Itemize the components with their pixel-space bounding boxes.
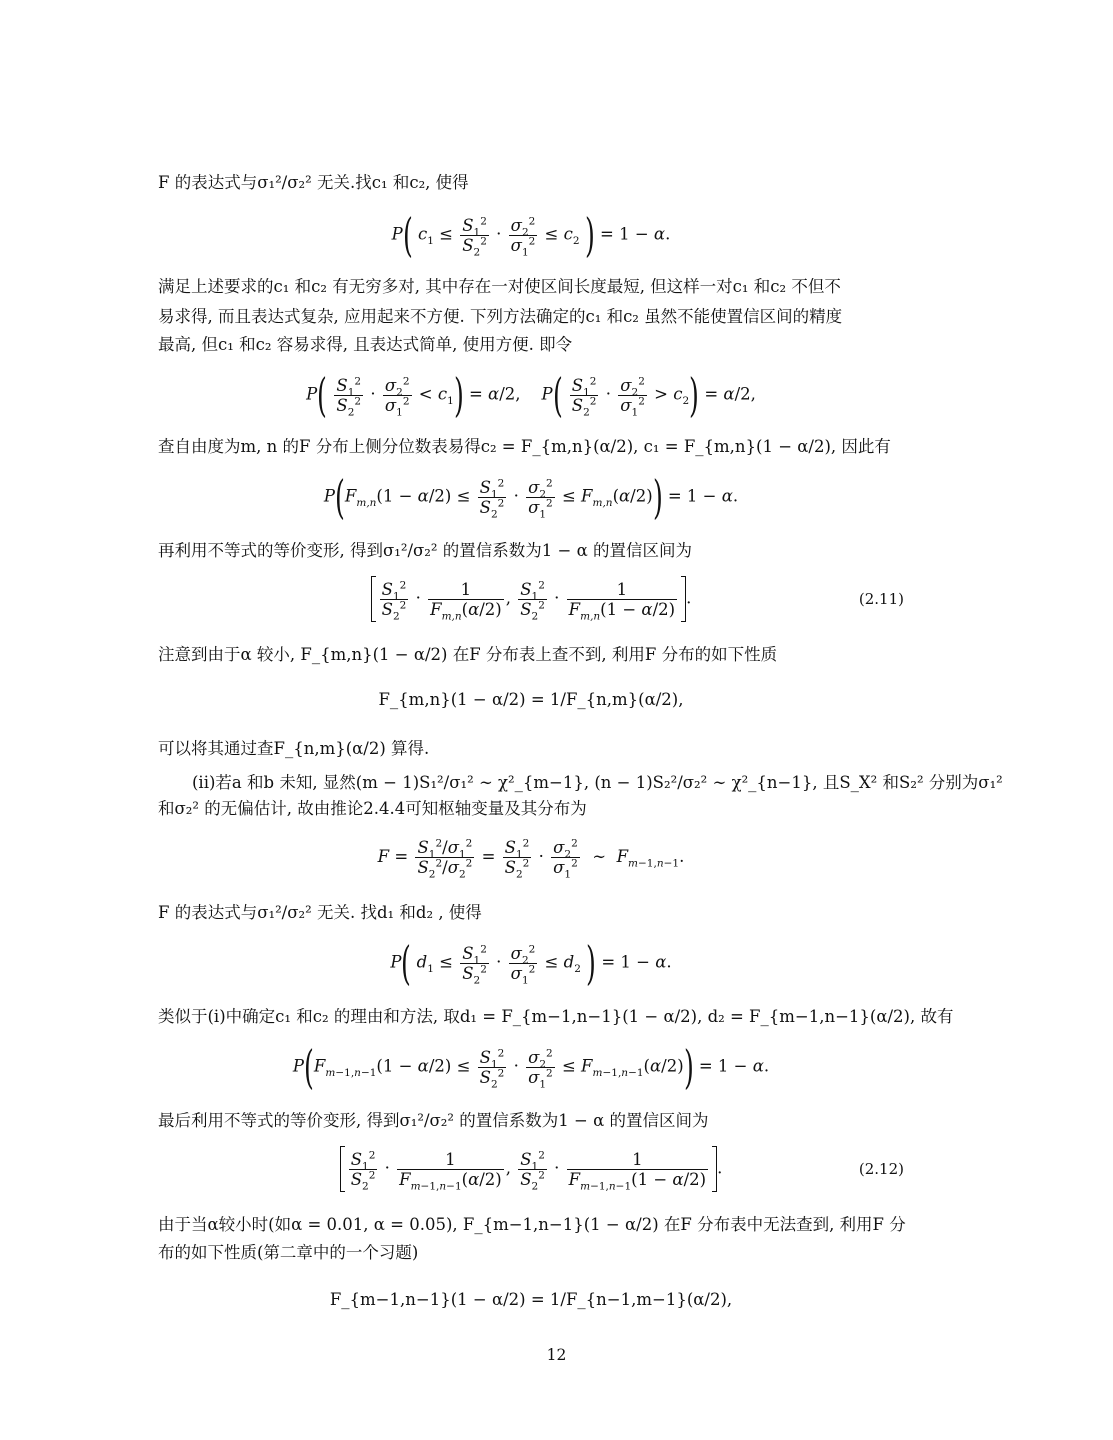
equation: F = $\frac{S_1^2/\sigma_1^2}{S_2^2/\sigma_2^2}$ = $\frac{S_1^2}{S_2^2}$ · $\frac{\sigma_2^2}{\sigma_1^2}$ ∼ $F_{m-1,n-1}$. xyxy=(377,837,685,881)
equation: P( $c_1$ ≤ $\frac{S_1^2}{S_2^2}$ · $\frac{\sigma_2^2}{\sigma_1^2}$ ≤ $c_2$ ) = 1 − α. xyxy=(391,208,671,262)
paragraph-line: 满足上述要求的c₁ 和c₂ 有无穷多对, 其中存在一对使区间长度最短, 但这样一对c₁ 和c₂ 不但不 xyxy=(158,277,841,296)
equation: $\frac{S_1^2}{S_2^2}$ · $\frac{1}{F_{m,n}(\alpha/2)}$ , $\frac{S_1^2}{S_2^2}$ · $\frac{1}{F_{m,n}(1 - \alpha/2)}$ . (2.11) xyxy=(158,576,904,622)
paragraph-line: 可以将其通过查F_{n,m}(α/2) 算得. xyxy=(158,739,430,758)
paragraph-line: (ii)若a 和b 未知, 显然(m − 1)S₁²/σ₁² ∼ χ²_{m−1}, (n − 1)S₂²/σ₂² ∼ χ²_{n−1}, 且S_X² 和S₂² 分别为σ₁² xyxy=(192,773,1003,792)
paragraph-line: 易求得, 而且表达式复杂, 应用起来不方便. 下列方法确定的c₁ 和c₂ 虽然不能使置信区间的精度 xyxy=(158,307,843,326)
equation: $P(F_{m-1,n-1}(1 - \alpha/2)$ ≤ $\frac{S_1^2}{S_2^2}$ · $\frac{\sigma_2^2}{\sigma_1^2}$ ≤ $F_{m-1,n-1}(\alpha/2)) = 1 - \alpha$. xyxy=(292,1040,770,1094)
paragraph-line: 最高, 但c₁ 和c₂ 容易求得, 且表达式简单, 使用方便. 即令 xyxy=(158,335,573,354)
page-number: 12 xyxy=(546,1346,567,1364)
equation: P( $\frac{S_1^2}{S_2^2}$ · $\frac{\sigma_2^2}{\sigma_1^2}$ < $c_1) = \alpha/2$, P( $\frac{S_1^2}{S_2^2}$ · $\frac{\sigma_2^2}{\sigma_1^2}$ > $c_2) = \alpha/2$, xyxy=(306,368,756,422)
equation-number: (2.11) xyxy=(858,590,904,608)
equation-number: (2.12) xyxy=(858,1160,904,1178)
paragraph-line: 类似于(i)中确定c₁ 和c₂ 的理由和方法, 取d₁ = F_{m−1,n−1}(1 − α/2), d₂ = F_{m−1,n−1}(α/2), 故有 xyxy=(158,1007,954,1026)
equation: $P(F_{m,n}(1 - \alpha/2)$ ≤ $\frac{S_1^2}{S_2^2}$ · $\frac{\sigma_2^2}{\sigma_1^2}$ ≤ $F_{m,n}(\alpha/2)) = 1 - \alpha$. xyxy=(323,470,739,524)
equation: P( $d_1$ ≤ $\frac{S_1^2}{S_2^2}$ · $\frac{\sigma_2^2}{\sigma_1^2}$ ≤ $d_2$ ) = 1 − α. xyxy=(390,936,672,990)
paragraph-line: 和σ₂² 的无偏估计, 故由推论2.4.4可知枢轴变量及其分布为 xyxy=(158,799,587,818)
paragraph-line: F 的表达式与σ₁²/σ₂² 无关.找c₁ 和c₂, 使得 xyxy=(158,173,469,192)
paragraph-line: 布的如下性质(第二章中的一个习题) xyxy=(158,1243,419,1262)
equation: F_{m,n}(1 − α/2) = 1/F_{n,m}(α/2), xyxy=(378,690,684,709)
equation: F_{m−1,n−1}(1 − α/2) = 1/F_{n−1,m−1}(α/2), xyxy=(329,1290,733,1309)
paragraph-line: 查自由度为m, n 的F 分布上侧分位数表易得c₂ = F_{m,n}(α/2), c₁ = F_{m,n}(1 − α/2), 因此有 xyxy=(158,437,891,456)
equation: $\frac{S_1^2}{S_2^2}$ · $\frac{1}{F_{m-1,n-1}(\alpha/2)}$ , $\frac{S_1^2}{S_2^2}$ · $\frac{1}{F_{m-1,n-1}(1 - \alpha/2)}$ . (2.12) xyxy=(158,1146,904,1192)
paragraph-line: 再利用不等式的等价变形, 得到σ₁²/σ₂² 的置信系数为1 − α 的置信区间为 xyxy=(158,541,692,560)
paragraph-line: 注意到由于α 较小, F_{m,n}(1 − α/2) 在F 分布表上查不到, 利用F 分布的如下性质 xyxy=(158,645,778,664)
paragraph-line: 最后利用不等式的等价变形, 得到σ₁²/σ₂² 的置信系数为1 − α 的置信区间为 xyxy=(158,1111,709,1130)
paragraph-line: 由于当α较小时(如α = 0.01, α = 0.05), F_{m−1,n−1}(1 − α/2) 在F 分布表中无法查到, 利用F 分 xyxy=(158,1215,906,1234)
paragraph-line: F 的表达式与σ₁²/σ₂² 无关. 找d₁ 和d₂ , 使得 xyxy=(158,903,482,922)
